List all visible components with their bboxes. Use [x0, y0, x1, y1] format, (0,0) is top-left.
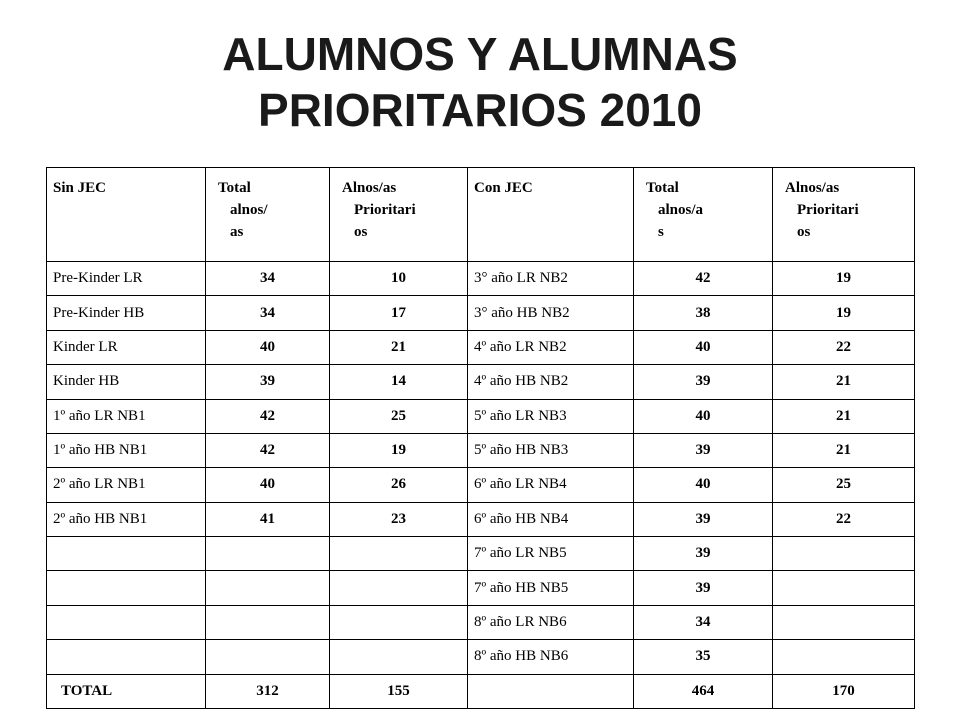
table-cell — [773, 537, 915, 571]
table-cell: 8º año LR NB6 — [468, 605, 634, 639]
table-cell — [330, 571, 468, 605]
title-line-2: PRIORITARIOS 2010 — [258, 84, 702, 136]
table-row — [47, 502, 915, 536]
table-cell: 34 — [206, 262, 330, 296]
title-line-1: ALUMNOS Y ALUMNAS — [222, 28, 738, 80]
table-cell: 8º año HB NB6 — [468, 640, 634, 674]
table-cell: 22 — [773, 330, 915, 364]
table-cell: 17 — [330, 296, 468, 330]
table-cell: 40 — [206, 330, 330, 364]
table-cell: 14 — [330, 365, 468, 399]
table-cell — [47, 605, 206, 639]
total-row — [47, 674, 915, 708]
table-cell: Pre-Kinder LR — [47, 262, 206, 296]
column-header-line: Alnos/as — [342, 180, 397, 196]
table-row — [47, 640, 915, 674]
table-cell: 2º año HB NB1 — [47, 502, 206, 536]
table-cell: 19 — [773, 262, 915, 296]
table-row — [47, 537, 915, 571]
table-cell: 4º año LR NB2 — [468, 330, 634, 364]
column-header-line: Con JEC — [474, 180, 533, 196]
table-cell: 7º año LR NB5 — [468, 537, 634, 571]
table-cell — [206, 571, 330, 605]
table-cell: 7º año HB NB5 — [468, 571, 634, 605]
column-header — [468, 168, 634, 262]
table-cell: 39 — [634, 571, 773, 605]
column-header-line: Total — [218, 180, 251, 196]
table-cell: Kinder HB — [47, 365, 206, 399]
table-cell: 39 — [634, 365, 773, 399]
table-cell — [773, 640, 915, 674]
table-cell — [330, 605, 468, 639]
table-cell — [206, 537, 330, 571]
table-row — [47, 399, 915, 433]
table-cell: 1º año LR NB1 — [47, 399, 206, 433]
table-row — [47, 468, 915, 502]
column-header — [206, 168, 330, 262]
table-cell: 25 — [773, 468, 915, 502]
column-header-line: Sin JEC — [53, 180, 106, 196]
column-header-line: alnos/ — [230, 202, 268, 218]
table-cell — [47, 537, 206, 571]
table-cell: 21 — [773, 365, 915, 399]
table-cell: 5º año LR NB3 — [468, 399, 634, 433]
column-header — [634, 168, 773, 262]
table-cell: 23 — [330, 502, 468, 536]
table-cell: 21 — [773, 399, 915, 433]
column-header — [47, 168, 206, 262]
table-cell: 38 — [634, 296, 773, 330]
table-row — [47, 330, 915, 364]
table-cell: 19 — [773, 296, 915, 330]
table-cell: 34 — [206, 296, 330, 330]
table-cell: Kinder LR — [47, 330, 206, 364]
column-header — [773, 168, 915, 262]
table-cell: 41 — [206, 502, 330, 536]
column-header-line: os — [797, 224, 811, 240]
table-cell: 19 — [330, 433, 468, 467]
table-row — [47, 433, 915, 467]
table-cell: 10 — [330, 262, 468, 296]
total-cell: 312 — [206, 674, 330, 708]
table-cell: 2º año LR NB1 — [47, 468, 206, 502]
table-cell — [330, 537, 468, 571]
table-row — [47, 571, 915, 605]
table-row — [47, 296, 915, 330]
column-header-line: s — [658, 224, 664, 240]
column-header-line: as — [230, 224, 244, 240]
table-cell: 22 — [773, 502, 915, 536]
table-cell — [47, 571, 206, 605]
table-cell — [773, 571, 915, 605]
table-cell: 34 — [634, 605, 773, 639]
table-cell: 3° año HB NB2 — [468, 296, 634, 330]
table-cell: 3° año LR NB2 — [468, 262, 634, 296]
table-cell — [47, 640, 206, 674]
table-cell: 21 — [773, 433, 915, 467]
column-header-line: Prioritari — [797, 202, 859, 218]
table-row — [47, 262, 915, 296]
table-cell: 40 — [634, 330, 773, 364]
table-cell: 21 — [330, 330, 468, 364]
column-header — [330, 168, 468, 262]
table-cell — [206, 605, 330, 639]
column-header-line: alnos/a — [658, 202, 704, 218]
table-cell: 26 — [330, 468, 468, 502]
table-cell: 42 — [634, 262, 773, 296]
column-header-line: Prioritari — [354, 202, 416, 218]
table-cell: 39 — [634, 433, 773, 467]
total-label: TOTAL — [47, 674, 206, 708]
table-cell: 5º año HB NB3 — [468, 433, 634, 467]
table-cell: 40 — [634, 399, 773, 433]
table-cell: 40 — [206, 468, 330, 502]
table-cell: 39 — [634, 537, 773, 571]
students-table — [46, 167, 915, 709]
table-cell: 40 — [634, 468, 773, 502]
table-cell — [773, 605, 915, 639]
table-cell: 42 — [206, 399, 330, 433]
table-header-row — [47, 168, 915, 262]
table-cell: 25 — [330, 399, 468, 433]
table-cell: 39 — [634, 502, 773, 536]
total-cell: 155 — [330, 674, 468, 708]
table-body — [47, 168, 915, 709]
table-cell: 39 — [206, 365, 330, 399]
total-cell — [468, 674, 634, 708]
page-title — [0, 26, 960, 138]
column-header-line: Total — [646, 180, 679, 196]
column-header-line: os — [354, 224, 368, 240]
table-cell — [330, 640, 468, 674]
table-cell: 35 — [634, 640, 773, 674]
table-cell — [206, 640, 330, 674]
table-cell: Pre-Kinder HB — [47, 296, 206, 330]
total-cell: 170 — [773, 674, 915, 708]
table-row — [47, 365, 915, 399]
table-cell: 6º año HB NB4 — [468, 502, 634, 536]
table-row — [47, 605, 915, 639]
table-cell: 42 — [206, 433, 330, 467]
table-cell: 6º año LR NB4 — [468, 468, 634, 502]
table-cell: 4º año HB NB2 — [468, 365, 634, 399]
column-header-line: Alnos/as — [785, 180, 840, 196]
table-cell: 1º año HB NB1 — [47, 433, 206, 467]
total-cell: 464 — [634, 674, 773, 708]
